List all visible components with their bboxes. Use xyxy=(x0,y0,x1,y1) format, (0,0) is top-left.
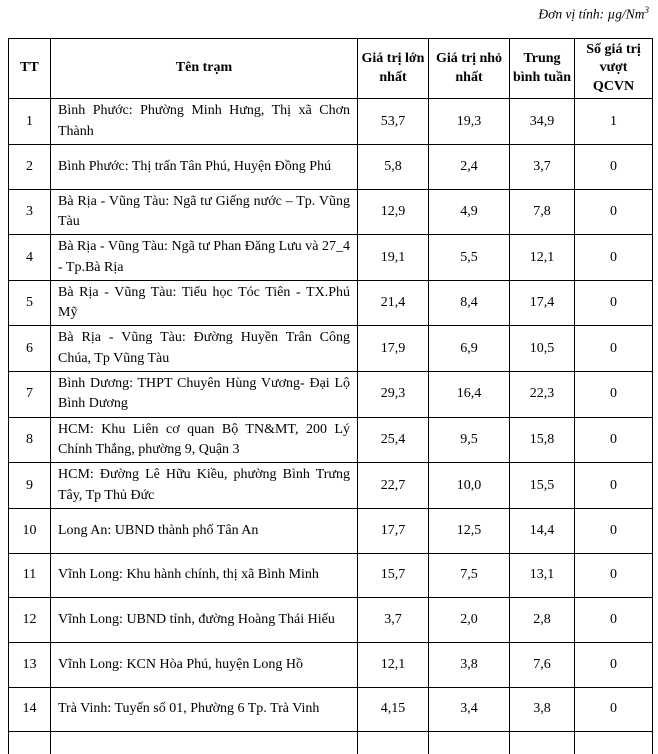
station-data-table xyxy=(8,38,653,754)
max-value-cell: 19,1 xyxy=(358,235,429,281)
min-value-cell: 3,4 xyxy=(429,687,510,732)
row-index-cell: 14 xyxy=(9,687,51,732)
exceed-count-cell: 0 xyxy=(575,553,653,598)
table-row-partial xyxy=(9,732,653,754)
table-header-row xyxy=(9,39,653,99)
row-index-cell: 6 xyxy=(9,326,51,372)
row-index-cell: 8 xyxy=(9,417,51,463)
min-value-cell: 3,8 xyxy=(429,642,510,687)
table-row xyxy=(9,372,653,418)
max-value-cell: 12,1 xyxy=(358,642,429,687)
station-name-cell: Bà Rịa - Vũng Tàu: Đường Huyền Trân Công Chúa, Tp Vũng Tàu xyxy=(51,326,358,372)
table-row xyxy=(9,189,653,235)
exceed-count-cell: 0 xyxy=(575,687,653,732)
week-average-cell: 7,6 xyxy=(510,642,575,687)
min-value-cell: 5,5 xyxy=(429,235,510,281)
exceed-count-cell: 0 xyxy=(575,326,653,372)
row-index-cell: 5 xyxy=(9,280,51,326)
station-name-cell: Bà Rịa - Vũng Tàu: Tiểu học Tóc Tiên - TX.Phú Mỹ xyxy=(51,280,358,326)
max-value-cell: 21,4 xyxy=(358,280,429,326)
station-name-cell: Bình Dương: THPT Chuyên Hùng Vương- Đại Lộ Bình Dương xyxy=(51,372,358,418)
row-index-cell: 13 xyxy=(9,642,51,687)
week-average-cell: 13,1 xyxy=(510,553,575,598)
week-average-cell: 10,5 xyxy=(510,326,575,372)
max-value-cell: 29,3 xyxy=(358,372,429,418)
max-value-cell: 4,15 xyxy=(358,687,429,732)
table-row xyxy=(9,280,653,326)
max-value-cell: 25,4 xyxy=(358,417,429,463)
table-row xyxy=(9,145,653,190)
row-index-cell: 9 xyxy=(9,463,51,509)
station-name-cell: Long An: UBND thành phố Tân An xyxy=(51,508,358,553)
max-value-cell: 17,9 xyxy=(358,326,429,372)
table-row xyxy=(9,642,653,687)
min-value-cell: 6,9 xyxy=(429,326,510,372)
min-value-cell: 16,4 xyxy=(429,372,510,418)
station-name-cell: Trà Vinh: Tuyến số 01, Phường 6 Tp. Trà Vinh xyxy=(51,687,358,732)
empty-cell xyxy=(575,732,653,754)
exceed-count-cell: 0 xyxy=(575,417,653,463)
station-name-cell: Bà Rịa - Vũng Tàu: Ngã tư Giếng nước – Tp. Vũng Tàu xyxy=(51,189,358,235)
week-average-cell: 14,4 xyxy=(510,508,575,553)
min-value-cell: 2,0 xyxy=(429,598,510,643)
station-name-cell: Vĩnh Long: UBND tỉnh, đường Hoàng Thái Hiếu xyxy=(51,598,358,643)
col-header-max: Giá trị lớn nhất xyxy=(358,39,429,99)
min-value-cell: 2,4 xyxy=(429,145,510,190)
station-name-cell: Vĩnh Long: Khu hành chính, thị xã Bình Minh xyxy=(51,553,358,598)
min-value-cell: 10,0 xyxy=(429,463,510,509)
max-value-cell: 12,9 xyxy=(358,189,429,235)
table-row xyxy=(9,687,653,732)
station-name-cell: Bình Phước: Phường Minh Hưng, Thị xã Chơn Thành xyxy=(51,99,358,145)
min-value-cell: 12,5 xyxy=(429,508,510,553)
week-average-cell: 17,4 xyxy=(510,280,575,326)
week-average-cell: 15,8 xyxy=(510,417,575,463)
exceed-count-cell: 0 xyxy=(575,598,653,643)
row-index-cell: 1 xyxy=(9,99,51,145)
min-value-cell: 4,9 xyxy=(429,189,510,235)
row-index-cell: 10 xyxy=(9,508,51,553)
row-index-cell: 11 xyxy=(9,553,51,598)
exceed-count-cell: 1 xyxy=(575,99,653,145)
exceed-count-cell: 0 xyxy=(575,372,653,418)
station-name-cell: HCM: Đường Lê Hữu Kiều, phường Bình Trưng Tây, Tp Thủ Đức xyxy=(51,463,358,509)
exceed-count-cell: 0 xyxy=(575,642,653,687)
row-index-cell: 7 xyxy=(9,372,51,418)
min-value-cell: 9,5 xyxy=(429,417,510,463)
week-average-cell: 12,1 xyxy=(510,235,575,281)
station-table-body xyxy=(9,99,653,754)
unit-note-superscript: 3 xyxy=(644,5,649,15)
exceed-count-cell: 0 xyxy=(575,508,653,553)
table-row xyxy=(9,463,653,509)
min-value-cell: 8,4 xyxy=(429,280,510,326)
table-header xyxy=(9,39,653,99)
week-average-cell: 15,5 xyxy=(510,463,575,509)
exceed-count-cell: 0 xyxy=(575,145,653,190)
week-average-cell: 2,8 xyxy=(510,598,575,643)
empty-cell xyxy=(510,732,575,754)
station-name-cell: Vĩnh Long: KCN Hòa Phú, huyện Long Hồ xyxy=(51,642,358,687)
station-name-cell: Bình Phước: Thị trấn Tân Phú, Huyện Đồng Phú xyxy=(51,145,358,190)
station-name-cell: Bà Rịa - Vũng Tàu: Ngã tư Phan Đăng Lưu và 27_4 - Tp.Bà Rịa xyxy=(51,235,358,281)
max-value-cell: 22,7 xyxy=(358,463,429,509)
week-average-cell: 3,7 xyxy=(510,145,575,190)
week-average-cell: 7,8 xyxy=(510,189,575,235)
empty-cell xyxy=(358,732,429,754)
col-header-min: Giá trị nhỏ nhất xyxy=(429,39,510,99)
unit-note xyxy=(538,5,649,23)
max-value-cell: 53,7 xyxy=(358,99,429,145)
min-value-cell: 7,5 xyxy=(429,553,510,598)
min-value-cell: 19,3 xyxy=(429,99,510,145)
col-header-average: Trung bình tuần xyxy=(510,39,575,99)
week-average-cell: 22,3 xyxy=(510,372,575,418)
max-value-cell: 3,7 xyxy=(358,598,429,643)
exceed-count-cell: 0 xyxy=(575,235,653,281)
row-index-cell: 12 xyxy=(9,598,51,643)
table-row xyxy=(9,508,653,553)
exceed-count-cell: 0 xyxy=(575,280,653,326)
col-header-exceed: Số giá trị vượt QCVN xyxy=(575,39,653,99)
col-header-tt: TT xyxy=(9,39,51,99)
table-row xyxy=(9,235,653,281)
row-index-cell: 2 xyxy=(9,145,51,190)
max-value-cell: 15,7 xyxy=(358,553,429,598)
table-row xyxy=(9,326,653,372)
empty-cell xyxy=(429,732,510,754)
empty-cell xyxy=(9,732,51,754)
max-value-cell: 5,8 xyxy=(358,145,429,190)
exceed-count-cell: 0 xyxy=(575,463,653,509)
exceed-count-cell: 0 xyxy=(575,189,653,235)
station-name-cell: HCM: Khu Liên cơ quan Bộ TN&MT, 200 Lý Chính Thắng, phường 9, Quận 3 xyxy=(51,417,358,463)
empty-cell xyxy=(51,732,358,754)
row-index-cell: 4 xyxy=(9,235,51,281)
unit-note-text: Đơn vị tính: µg/Nm xyxy=(538,6,645,22)
table-row xyxy=(9,99,653,145)
table-row xyxy=(9,553,653,598)
max-value-cell: 17,7 xyxy=(358,508,429,553)
table-row xyxy=(9,417,653,463)
week-average-cell: 3,8 xyxy=(510,687,575,732)
table-row xyxy=(9,598,653,643)
week-average-cell: 34,9 xyxy=(510,99,575,145)
col-header-station: Tên trạm xyxy=(51,39,358,99)
row-index-cell: 3 xyxy=(9,189,51,235)
